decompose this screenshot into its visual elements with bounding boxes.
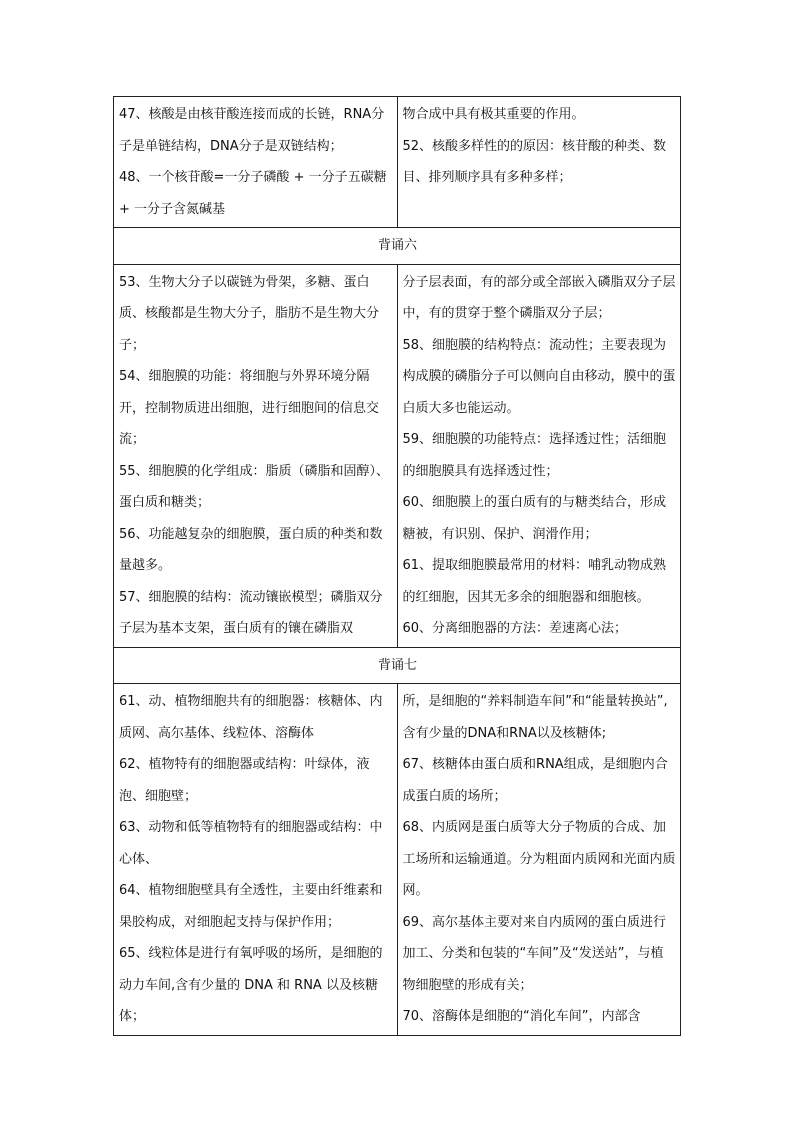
table-row	[114, 684, 681, 1036]
left-column	[114, 97, 398, 228]
list-item: 56、功能越复杂的细胞膜，蛋白质的种类和数量越多。	[119, 526, 383, 573]
list-item: 所，是细胞的“养料制造车间”和“能量转换站”,含有少量的DNA和RNA以及核糖体;	[402, 694, 668, 741]
list-item: 64、植物细胞壁具有全透性，主要由纤维素和果胶构成，对细胞起支持与保护作用；	[119, 883, 383, 930]
list-item: 47、核酸是由核苷酸连接而成的长链，RNA分子是单链结构，DNA分子是双链结构；	[119, 107, 385, 154]
list-item: 物合成中具有极其重要的作用。	[402, 107, 585, 122]
left-column	[114, 264, 398, 647]
list-item: 59、细胞膜的功能特点：选择透过性；活细胞的细胞膜具有选择透过性；	[402, 432, 667, 479]
list-item: 70、溶酶体是细胞的“消化车间”，内部含	[402, 1009, 641, 1024]
list-item: 58、细胞膜的结构特点：流动性；主要表现为构成膜的磷脂分子可以侧向自由移动，膜中的蛋白质大多也能运动。	[402, 337, 676, 416]
notes-table	[113, 96, 681, 1036]
list-item: 54、细胞膜的功能：将细胞与外界环境分隔开，控制物质进出细胞，进行细胞间的信息交流；	[119, 369, 380, 447]
list-item: 69、高尔基体主要对来自内质网的蛋白质进行加工、分类和包装的“车间”及“发送站”，与植物细胞壁的形成有关；	[402, 914, 667, 993]
section-header-row	[114, 228, 681, 265]
list-item: 60、细胞膜上的蛋白质有的与糖类结合，形成糖被，有识别、保护、润滑作用；	[402, 495, 667, 542]
list-item: 63、动物和低等植物特有的细胞器或结构：中心体、	[119, 820, 383, 867]
section-header-row	[114, 647, 681, 684]
list-item: 52、核酸多样性的的原因：核苷酸的种类、数目、排列顺序具有多种多样；	[402, 138, 667, 185]
left-column	[114, 684, 398, 1036]
right-column	[397, 684, 681, 1036]
list-item: 68、内质网是蛋白质等大分子物质的合成、加工场所和运输通道。分为粗面内质网和光面内质网。	[402, 820, 676, 898]
list-item: 61、提取细胞膜最常用的材料：哺乳动物成熟的红细胞，因其无多余的细胞器和细胞核。	[402, 558, 667, 605]
list-item: 55、细胞膜的化学组成：脂质（磷脂和固醇）、蛋白质和糖类；	[119, 463, 390, 510]
list-item: 分子层表面，有的部分或全部嵌入磷脂双分子层中，有的贯穿于整个磷脂双分子层；	[402, 274, 676, 321]
list-item: 57、细胞膜的结构：流动镶嵌模型；磷脂双分子层为基本支架，蛋白质有的镶在磷脂双	[119, 589, 383, 636]
list-item: 60、分离细胞器的方法：差速离心法；	[402, 621, 628, 636]
table-row	[114, 97, 681, 228]
section-header: 背诵六	[114, 228, 681, 265]
list-item: 53、生物大分子以碳链为骨架，多糖、蛋白质、核酸都是生物大分子，脂肪不是生物大分子；	[119, 274, 380, 353]
list-item: 65、线粒体是进行有氧呼吸的场所，是细胞的动力车间,含有少量的 DNA 和 RNA 以及核糖体；	[119, 946, 383, 1024]
right-column	[397, 97, 681, 228]
section-header: 背诵七	[114, 647, 681, 684]
list-item: 67、核糖体由蛋白质和RNA组成，是细胞内合成蛋白质的场所；	[402, 757, 668, 804]
table-row	[114, 264, 681, 647]
right-column	[397, 264, 681, 647]
list-item: 61、动、植物细胞共有的细胞器：核糖体、内质网、高尔基体、线粒体、溶酶体	[119, 694, 383, 741]
list-item: 62、植物特有的细胞器或结构：叶绿体，液泡、细胞壁；	[119, 757, 370, 804]
list-item: 48、一个核苷酸=一分子磷酸 + 一分子五碳糖 + 一分子含氮碱基	[119, 170, 387, 217]
